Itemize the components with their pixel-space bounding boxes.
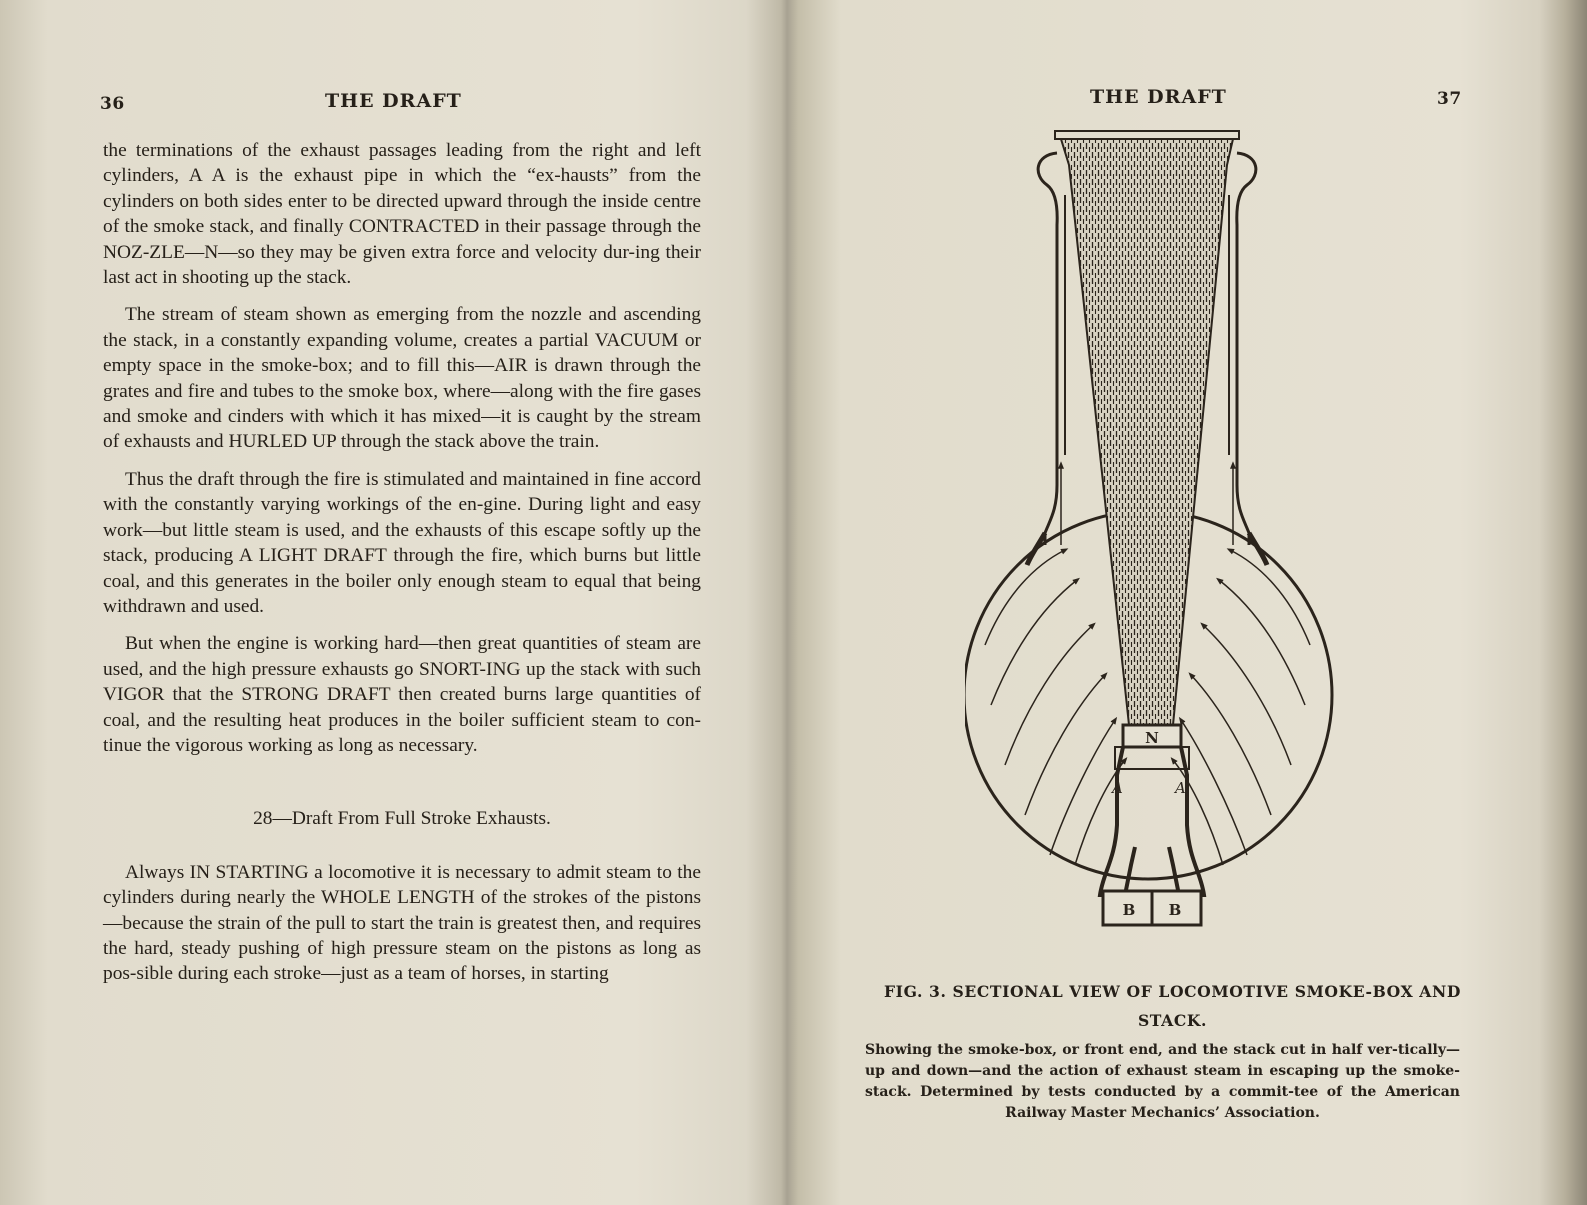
section-heading: 28—Draft From Full Stroke Exhausts.	[253, 808, 551, 830]
running-head: THE DRAFT	[1090, 86, 1227, 108]
paragraph: The stream of steam shown as emerging from the nozzle and ascending the stack, in a constantly expanding volume, creates a partial VACUUM or empty space in the smoke-box; and to fill this—AIR is drawn through the grates and fire and tubes to the smoke box, where—along with the fire gases and smoke and cinders with which it has mixed—it is caught by the stream of exhausts and HURLED UP through the stack above the train.	[103, 304, 701, 453]
running-head: THE DRAFT	[325, 90, 462, 112]
nozzle-label: N	[1145, 729, 1159, 747]
pipe-label-left: A	[1112, 779, 1123, 797]
page-number: 37	[1437, 89, 1462, 109]
figure-caption-title: FIG. 3. SECTIONAL VIEW OF LOCOMOTIVE SMOKE-BOX AND STACK.	[884, 982, 1461, 1030]
right-page	[785, 0, 1587, 1205]
paragraph: But when the engine is working hard—then great quantities of steam are used, and the high pressure exhausts go SNORT-ING up the stack with such VIGOR that the STRONG DRAFT then created burns large quantities of coal, and the resulting heat produces in the boiler sufficient steam to con-tinue the vigorous working as long as necessary.	[103, 633, 701, 756]
stack-wall-right	[1237, 153, 1256, 545]
page-number: 36	[100, 94, 125, 114]
left-page	[0, 0, 785, 1205]
figure-caption-text: Showing the smoke-box, or front end, and the stack cut in half ver-tically—up and down—and the action of exhaust steam in escaping up the smoke-stack. Determined by tests conducted by a commit-tee of the American Railway Master Mechanics’ Association.	[865, 1042, 1460, 1121]
smoke-box-figure	[965, 125, 1360, 935]
paragraph: Thus the draft through the fire is stimulated and maintained in fine accord with the constantly varying workings of the en-gine. During light and easy work—but little steam is used, and the exhausts of this escape softly up the stack, producing A LIGHT DRAFT through the fire, which burns but little coal, and this generates in the boiler only enough steam to equal that being withdrawn and used.	[103, 468, 701, 617]
pipe-label-right: A	[1175, 779, 1186, 797]
body-text	[103, 138, 701, 999]
paragraph: Always IN STARTING a locomotive it is necessary to admit steam to the cylinders during nearly the WHOLE LENGTH of the strokes of the pistons—because the strain of the pull to start the train is greatest then, and requires the hard, steady pushing of high pressure steam on the pistons as long as pos-sible during each stroke—just as a team of horses, in starting	[103, 861, 701, 985]
paragraph: the terminations of the exhaust passages leading from the right and left cylinders, A A is the exhaust pipe in which the “ex-hausts” from the cylinders on both sides enter to be directed upward through the inside centre of the smoke stack, and finally CONTRACTED in their passage through the NOZ-ZLE—N—so they may be given extra force and velocity dur-ing their last act in shooting up the stack.	[103, 140, 701, 289]
passage-label-left: B	[1122, 901, 1136, 919]
passage-label-right: B	[1168, 901, 1182, 919]
stack-wall-left	[1038, 153, 1057, 545]
steam-jet	[1061, 139, 1233, 725]
